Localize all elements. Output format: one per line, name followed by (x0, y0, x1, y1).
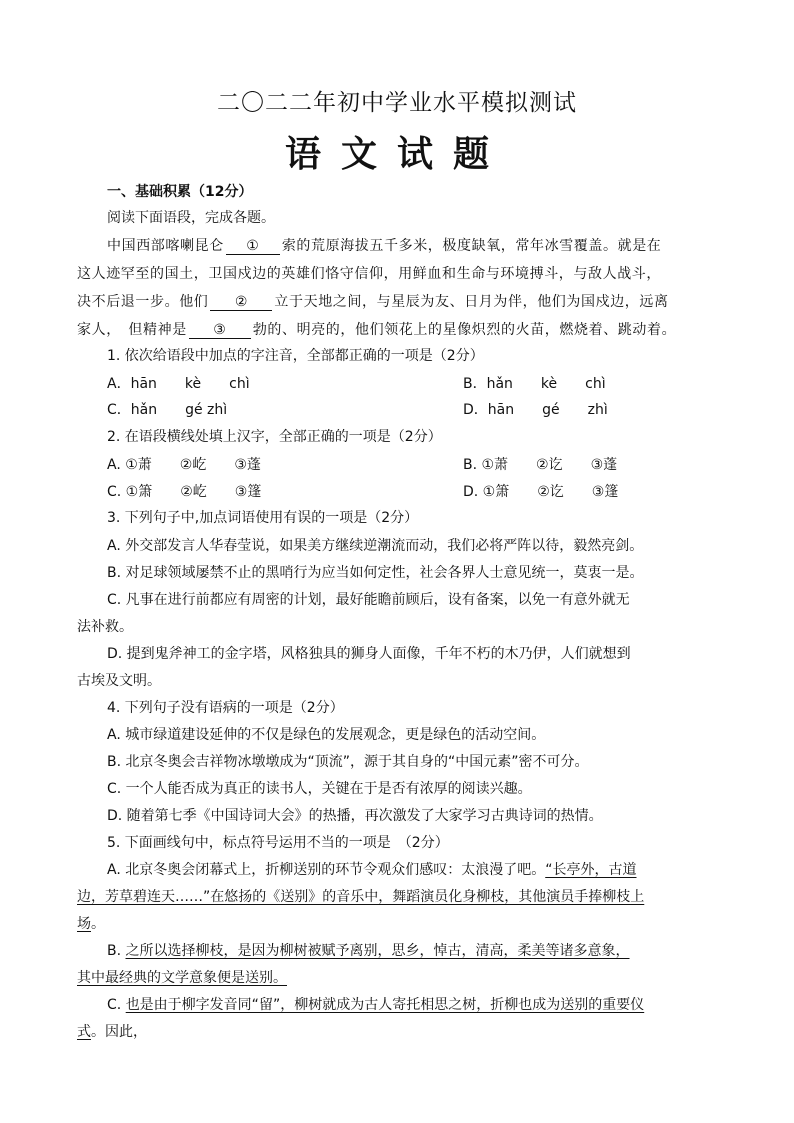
passage-line-4 (77, 320, 676, 340)
q5-option-a-line-1 (107, 860, 637, 880)
passage-text: 中国西部喀喇昆仑 (107, 238, 224, 254)
passage-text: 决不后退一步。他们 (77, 294, 209, 310)
passage-line-3 (77, 292, 669, 312)
blank-2: ② (210, 294, 272, 311)
question-1-stem: 1. 依次给语段中加点的字注音，全部都正确的一项是（2分） (107, 348, 484, 364)
q5-a-underlined: 场 (77, 916, 91, 932)
passage-line-2: 这人迹罕至的国土，卫国戍边的英雄们恪守信仰，用鲜血和生命与环境搏斗，与敌人战斗， (77, 266, 661, 282)
q3-option-c-line-2: 法补救。 (77, 619, 133, 635)
q5-b-underlined: 其中最经典的文学意象便是送别。 (77, 970, 287, 986)
question-5-stem: 5. 下面画线句中，标点符号运用不当的一项是 （2分） (107, 835, 449, 851)
q1-option-a: A．hān kè chì (107, 376, 250, 392)
q2-option-d: D. ①箫 ②讫 ③篷 (463, 484, 619, 500)
q5-c-underlined: 也是由于柳字发音同“留”，柳树就成为古人寄托相思之树，折柳也成为送别的重要仪 (125, 997, 645, 1013)
subject-title: 语文试题 (284, 133, 509, 175)
q5-a-underlined: 边，芳草碧连天……”在悠扬的《送别》的音乐中，舞蹈演员化身柳枝，其他演员手捧柳枝上 (77, 889, 645, 905)
passage-line-1 (107, 236, 661, 256)
q5-option-a-line-3 (77, 914, 105, 934)
section-intro: 阅读下面语段，完成各题。 (107, 210, 275, 226)
q2-option-a: A. ①萧 ②屹 ③蓬 (107, 457, 261, 473)
exam-title: 二〇二二年初中学业水平模拟测试 (217, 90, 577, 116)
q3-option-d-line-2: 古埃及文明。 (77, 673, 161, 689)
q3-option-a: A. 外交部发言人华春莹说，如果美方继续逆潮流而动，我们必将严阵以待，毅然亮剑。 (107, 538, 644, 554)
q3-option-c-line-1: C. 凡事在进行前都应有周密的计划，最好能瞻前顾后，设有备案，以免一有意外就无 (107, 592, 630, 608)
q3-option-d-line-1: D. 提到鬼斧神工的金字塔，风格独具的狮身人面像，千年不朽的木乃伊，人们就想到 (107, 646, 631, 662)
q5-option-c-line-2 (77, 1022, 147, 1042)
q5-c-underlined: 式 (77, 1024, 91, 1040)
q4-option-d: D. 随着第七季《中国诗词大会》的热播，再次激发了大家学习古典诗词的热情。 (107, 808, 603, 824)
q5-a-text: A. 北京冬奥会闭幕式上，折柳送别的环节令观众们感叹：太浪漫了吧。 (107, 862, 546, 878)
q5-option-b-line-2 (77, 968, 287, 988)
q2-option-b: B. ①萧 ②讫 ③蓬 (463, 457, 618, 473)
q5-option-c-line-1 (107, 995, 644, 1015)
q5-b-label: B. (107, 943, 126, 959)
q5-option-b-line-1 (107, 941, 630, 961)
q5-option-a-line-2 (77, 887, 644, 907)
q1-option-b: B．hǎn kè chì (463, 376, 606, 392)
q5-c-text: 。因此， (91, 1024, 147, 1040)
question-4-stem: 4. 下列句子没有语病的一项是（2分） (107, 700, 344, 716)
q5-b-underlined: 之所以选择柳枝，是因为柳树被赋予离别，思乡，悼古，清高，柔美等诸多意象， (125, 943, 630, 959)
passage-text: 家人， 但精神是 (77, 322, 187, 338)
question-2-stem: 2. 在语段横线处填上汉字，全部正确的一项是（2分） (107, 429, 442, 445)
q4-option-a: A. 城市绿道建设延伸的不仅是绿色的发展观念，更是绿色的活动空间。 (107, 727, 546, 743)
blank-3: ③ (189, 322, 251, 339)
q5-c-label: C. (107, 997, 126, 1013)
question-3-stem: 3. 下列句子中,加点词语使用有误的一项是（2分） (107, 510, 419, 526)
q2-option-c: C. ①箫 ②屹 ③篷 (107, 484, 262, 500)
section-heading: 一、基础积累（12分） (107, 184, 253, 200)
q5-a-text: 。 (91, 916, 105, 932)
q5-a-underlined: “长亭外，古道 (545, 862, 637, 878)
passage-text: 索的荒原海拔五千多米，极度缺氧，常年冰雪覆盖。就是在 (281, 238, 662, 254)
passage-text: 勃的、明亮的，他们领花上的星像炽烈的火苗，燃烧着、跳动着。 (252, 322, 677, 338)
q1-option-d: D．hān gé zhì (463, 402, 608, 418)
passage-text: 立于天地之间，与星辰为友、日月为伴，他们为国戍边，远离 (274, 294, 669, 310)
q4-option-c: C. 一个人能否成为真正的读书人，关键在于是否有浓厚的阅读兴趣。 (107, 781, 532, 797)
q3-option-b: B. 对足球领域屡禁不止的黑哨行为应当如何定性，社会各界人士意见统一，莫衷一是。 (107, 565, 644, 581)
q4-option-b: B. 北京冬奥会吉祥物冰墩墩成为“顶流”，源于其自身的“中国元素”密不可分。 (107, 754, 589, 770)
q1-option-c: C．hǎn gé zhì (107, 402, 228, 418)
blank-1: ① (226, 238, 280, 255)
